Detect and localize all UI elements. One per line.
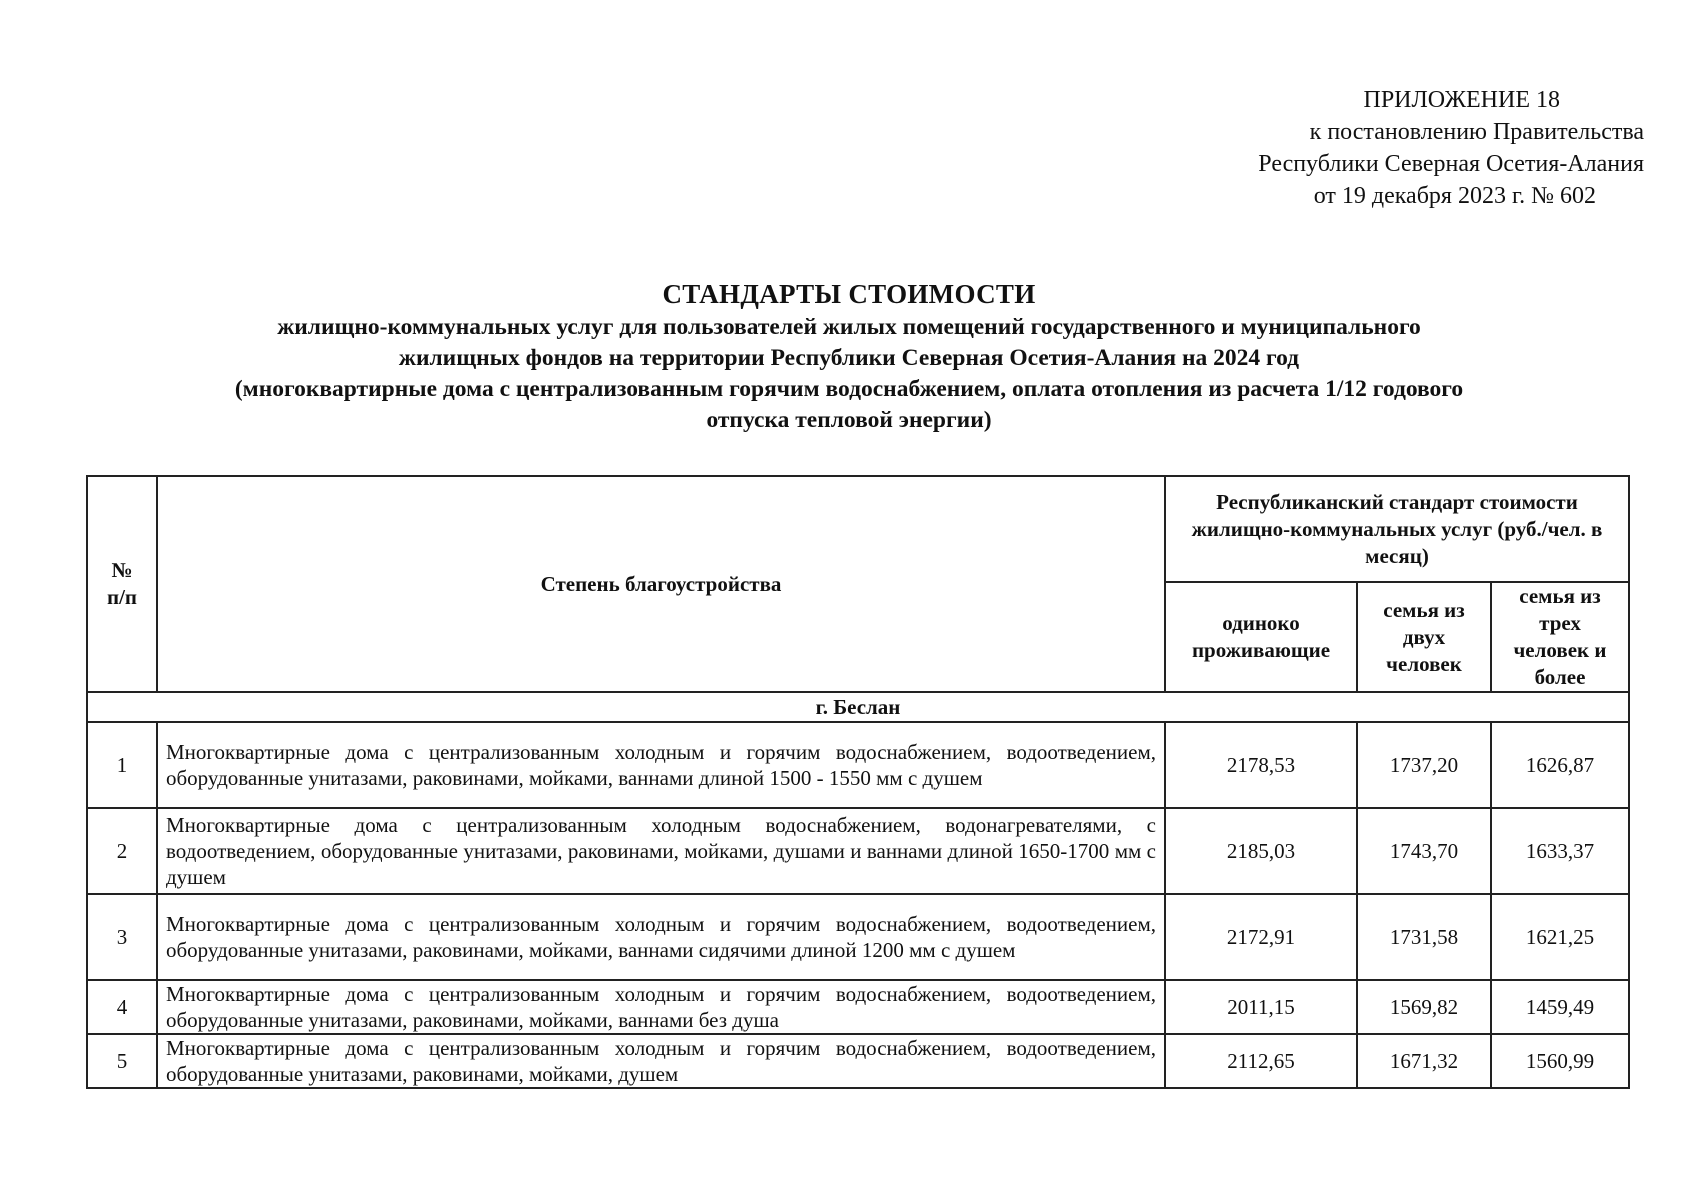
document-title: СТАНДАРТЫ СТОИМОСТИ bbox=[662, 279, 1036, 309]
row-value-single: 2185,03 bbox=[1165, 808, 1357, 894]
table-row bbox=[87, 980, 1629, 1034]
row-value-two: 1743,70 bbox=[1357, 808, 1491, 894]
table-row bbox=[87, 1034, 1629, 1088]
subtitle-line-2: жилищных фондов на территории Республики Северная Осетия-Алания на 2024 год bbox=[398, 345, 1300, 371]
document-title-block bbox=[84, 276, 1614, 436]
header-number-label: № п/п bbox=[106, 558, 138, 609]
header-single-label: одиноко проживающие bbox=[1191, 611, 1331, 662]
row-value-two: 1569,82 bbox=[1357, 980, 1491, 1034]
document-subtitle bbox=[84, 312, 1614, 436]
row-value-three: 1626,87 bbox=[1491, 722, 1629, 808]
row-value-three: 1621,25 bbox=[1491, 894, 1629, 980]
header-single bbox=[1165, 582, 1357, 692]
row-description: Многоквартирные дома с централизованным холодным и горячим водоснабжением, водоотведением, оборудованные унитазами, раковинами, мойками, ваннами без душа bbox=[157, 980, 1165, 1034]
appendix-date-number: от 19 декабря 2023 г. № 602 bbox=[1313, 183, 1596, 209]
header-number bbox=[87, 476, 157, 692]
row-description: Многоквартирные дома с централизованным холодным и горячим водоснабжением, водоотведением, оборудованные унитазами, раковинами, мойками, ваннами сидячими длиной 1200 мм с душем bbox=[157, 894, 1165, 980]
row-value-three: 1560,99 bbox=[1491, 1034, 1629, 1088]
standards-table bbox=[86, 475, 1630, 1089]
header-family-two bbox=[1357, 582, 1491, 692]
row-description: Многоквартирные дома с централизованным холодным и горячим водоснабжением, водоотведением, оборудованные унитазами, раковинами, мойками, душем bbox=[157, 1034, 1165, 1088]
appendix-title: ПРИЛОЖЕНИЕ 18 bbox=[1363, 87, 1560, 113]
row-description: Многоквартирные дома с централизованным холодным водоснабжением, водонагревателями, с водоотведением, оборудованные унитазами, раковинами, мойками, душами и ваннами длиной 1650-1700 мм с душем bbox=[157, 808, 1165, 894]
header-standard-group-label: Республиканский стандарт стоимости жилищно-коммунальных услуг (руб./чел. в месяц) bbox=[1191, 489, 1603, 568]
row-number: 2 bbox=[87, 808, 157, 894]
row-value-three: 1459,49 bbox=[1491, 980, 1629, 1034]
subtitle-line-4: отпуска тепловой энергии) bbox=[706, 407, 992, 433]
table-row bbox=[87, 722, 1629, 808]
row-value-two: 1737,20 bbox=[1357, 722, 1491, 808]
row-number: 5 bbox=[87, 1034, 157, 1088]
row-value-two: 1671,32 bbox=[1357, 1034, 1491, 1088]
row-value-single: 2112,65 bbox=[1165, 1034, 1357, 1088]
subtitle-line-1: жилищно-коммунальных услуг для пользователей жилых помещений государственного и муниципального bbox=[277, 314, 1421, 340]
header-family-two-label: семья из двух человек bbox=[1383, 597, 1465, 676]
section-city: г. Беслан bbox=[87, 692, 1629, 722]
appendix-decree-ref: к постановлению Правительства bbox=[1309, 119, 1644, 145]
header-family-three-label: семья из трех человек и более bbox=[1513, 584, 1607, 689]
appendix-authority: Республики Северная Осетия-Алания bbox=[1258, 151, 1644, 177]
row-value-three: 1633,37 bbox=[1491, 808, 1629, 894]
row-value-two: 1731,58 bbox=[1357, 894, 1491, 980]
header-standard-group bbox=[1165, 476, 1629, 582]
row-number: 3 bbox=[87, 894, 157, 980]
row-value-single: 2172,91 bbox=[1165, 894, 1357, 980]
row-description: Многоквартирные дома с централизованным холодным и горячим водоснабжением, водоотведением, оборудованные унитазами, раковинами, мойками, ваннами длиной 1500 - 1550 мм с душем bbox=[157, 722, 1165, 808]
header-degree-label: Степень благоустройства bbox=[540, 571, 782, 596]
header-degree bbox=[157, 476, 1165, 692]
row-number: 1 bbox=[87, 722, 157, 808]
subtitle-line-3: (многоквартирные дома с централизованным горячим водоснабжением, оплата отопления из расчета 1/12 годового bbox=[234, 376, 1464, 402]
table-row bbox=[87, 808, 1629, 894]
appendix-block bbox=[1124, 84, 1644, 212]
row-value-single: 2178,53 bbox=[1165, 722, 1357, 808]
header-family-three bbox=[1491, 582, 1629, 692]
row-value-single: 2011,15 bbox=[1165, 980, 1357, 1034]
section-row bbox=[87, 692, 1629, 722]
table-row bbox=[87, 894, 1629, 980]
header-row-1 bbox=[87, 476, 1629, 582]
row-number: 4 bbox=[87, 980, 157, 1034]
